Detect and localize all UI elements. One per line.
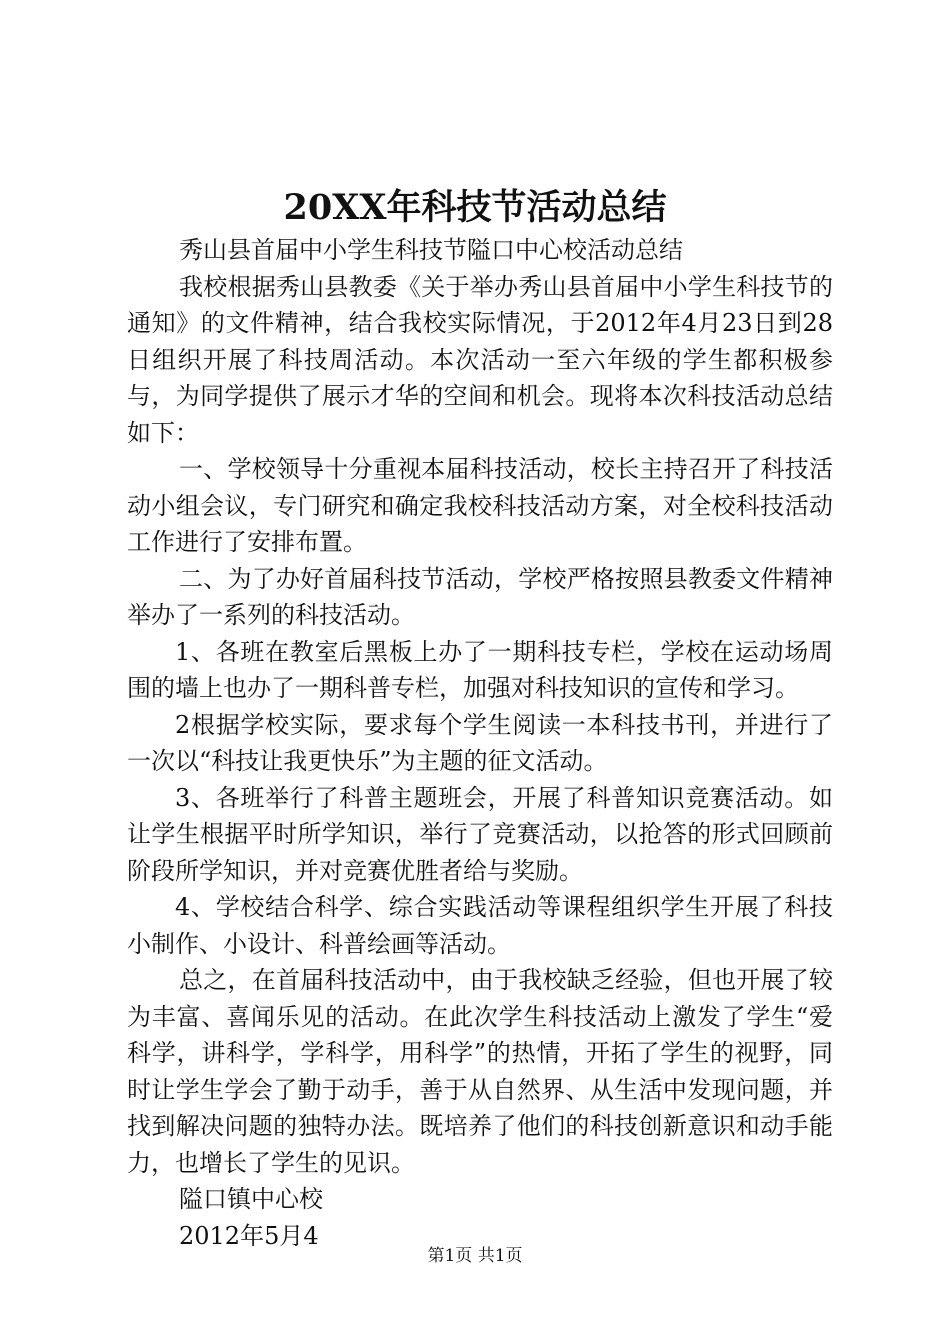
item-four-paragraph: 4、学校结合科学、综合实践活动等课程组织学生开展了科技小制作、小设计、科普绘画等活动。 — [127, 893, 833, 958]
intro-paragraph: 我校根据秀山县教委《关于举办秀山县首届中小学生科技节的通知》的文件精神，结合我校实际情况，于2012年4月23日到28日组织开展了科技周活动。本次活动一至六年级的学生都积极参与，为同学提供了展示才华的空间和机会。现将本次科技活动总结如下： — [127, 272, 833, 447]
subtitle-paragraph: 秀山县首届中小学生科技节隘口中心校活动总结 — [179, 236, 683, 264]
item-one-paragraph: 1、各班在教室后黑板上办了一期科技专栏，学校在运动场周围的墙上也办了一期科普专栏，加强对科技知识的宣传和学习。 — [127, 637, 833, 702]
section-one-paragraph: 一、学校领导十分重视本届科技活动，校长主持召开了科技活动小组会议，专门研究和确定我校科技活动方案，对全校科技活动工作进行了安排布置。 — [127, 455, 833, 556]
signature-date: 2012年5月4 — [179, 1221, 319, 1250]
document-title: 20XX年科技节活动总结 — [283, 187, 667, 228]
page-number-footer: 第1页 共1页 — [427, 1246, 523, 1266]
item-two-paragraph: 2根据学校实际，要求每个学生阅读一本科技书刊，并进行了一次以“科技让我更快乐”为主题的征文活动。 — [127, 710, 833, 775]
section-two-paragraph: 二、为了办好首届科技节活动，学校严格按照县教委文件精神举办了一系列的科技活动。 — [127, 564, 833, 629]
summary-paragraph: 总之，在首届科技活动中，由于我校缺乏经验，但也开展了较为丰富、喜闻乐见的活动。在此次学生科技活动上激发了学生“爱科学，讲科学，学科学，用科学”的热情，开拓了学生的视野，同时让学生学会了勤于动手，善于从自然界、从生活中发现问题，并找到解决问题的独特办法。既培养了他们的科技创新意识和动手能力，也增长了学生的见识。 — [127, 966, 833, 1177]
document-body — [127, 232, 833, 1254]
signature-school: 隘口镇中心校 — [179, 1185, 323, 1213]
item-three-paragraph: 3、各班举行了科普主题班会，开展了科普知识竞赛活动。如让学生根据平时所学知识，举行了竞赛活动，以抢答的形式回顾前阶段所学知识，并对竞赛优胜者给与奖励。 — [127, 783, 833, 885]
